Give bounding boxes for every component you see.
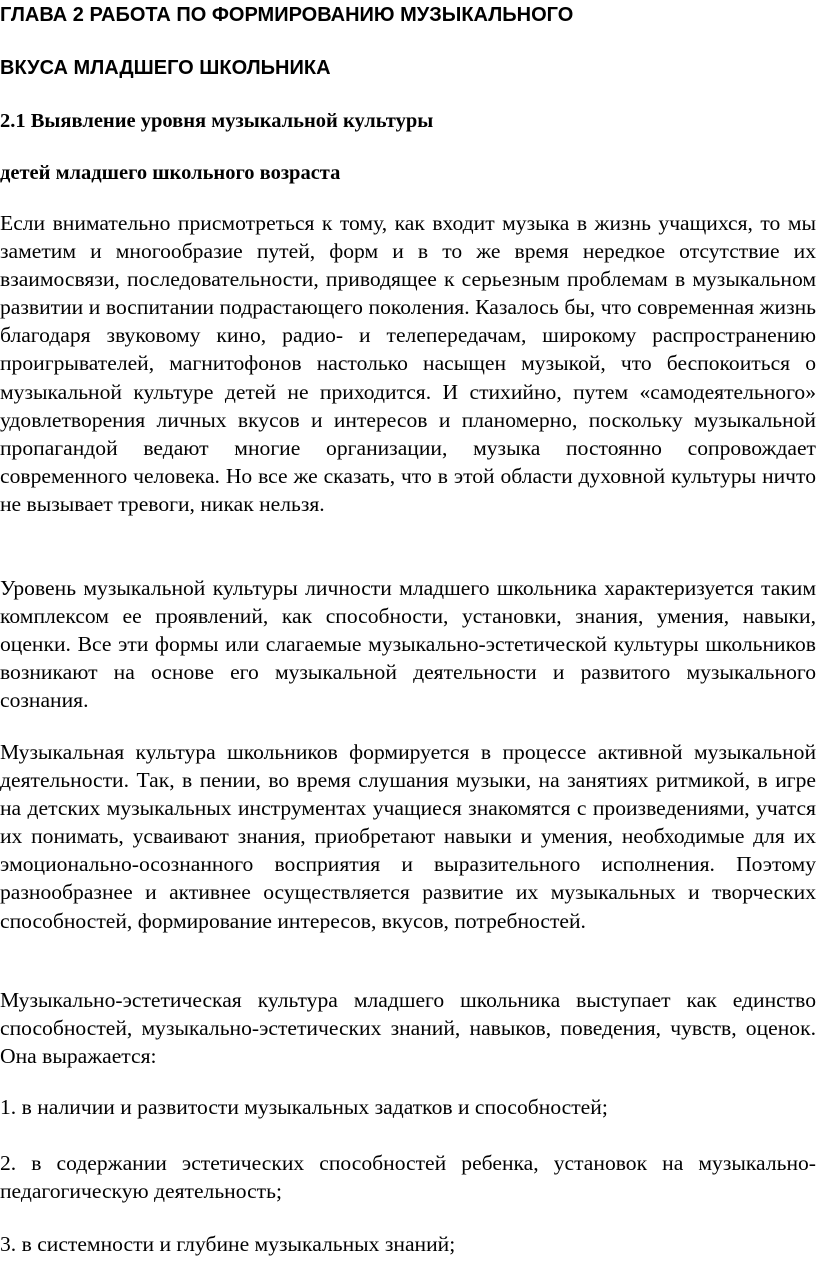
section-title-line-1: 2.1 Выявление уровня музыкальной культуры [0,110,434,132]
paragraph-4: Музыкально-эстетическая культура младшего школьника выступает как единство способностей, музыкально-эстетических знаний, навыков, поведения, чувств, оценок. Она выражается: [0,988,816,1069]
section-title-line-2: детей младшего школьного возраста [0,162,341,184]
list-item-1: 1. в наличии и развитости музыкальных задатков и способностей; [0,1095,608,1119]
paragraph-1: Если внимательно присмотреться к тому, как входит музыка в жизнь учащихся, то мы заметим и многообразие путей, форм и в то же время нередкое отсутствие их взаимосвязи, последовательности, приводящее к серьезным проблемам в музыкальном развитии и воспитании подрастающего поколения. Казалось бы, что современная жизнь благодаря звуковому кино, радио- и телепередачам, широкому распространению проигрывателей, магнитофонов настолько насыщен музыкой, что беспокоиться о музыкальной культуре детей не приходится. И стихийно, путем «самодеятельного» удовлетворения личных вкусов и интересов и планомерно, поскольку музыкальной пропагандой ведают многие организации, музыка постоянно сопровождает современного человека. Но все же сказать, что в этой области духовной культуры ничто не вызывает тревоги, никак нельзя. [0,211,816,516]
list-item-2: 2. в содержании эстетических способностей ребенка, установок на музыкально-педагогическую деятельность; [0,1151,816,1204]
chapter-title-line-1: ГЛАВА 2 РАБОТА ПО ФОРМИРОВАНИЮ МУЗЫКАЛЬНОГО [0,4,574,26]
paragraph-3: Музыкальная культура школьников формируется в процессе активной музыкальной деятельности. Так, в пении, во время слушания музыки, на занятиях ритмикой, в игре на детских музыкальных инструментах учащиеся знакомятся с произведениями, учатся их понимать, усваивают знания, приобретают навыки и умения, необходимые для их эмоционально-осознанного восприятия и выразительного исполнения. Поэтому разнообразнее и активнее осуществляется развитие их музыкальных и творческих способностей, формирование интересов, вкусов, потребностей. [0,740,816,933]
paragraph-2: Уровень музыкальной культуры личности младшего школьника характеризуется таким комплексом ее проявлений, как способности, установки, знания, умения, навыки, оценки. Все эти формы или слагаемые музыкально-эстетической культуры школьников возникают на основе его музыкальной деятельности и развитого музыкального сознания. [0,576,816,713]
chapter-title-line-2: ВКУСА МЛАДШЕГО ШКОЛЬНИКА [0,57,331,79]
list-item-3: 3. в системности и глубине музыкальных знаний; [0,1232,456,1256]
